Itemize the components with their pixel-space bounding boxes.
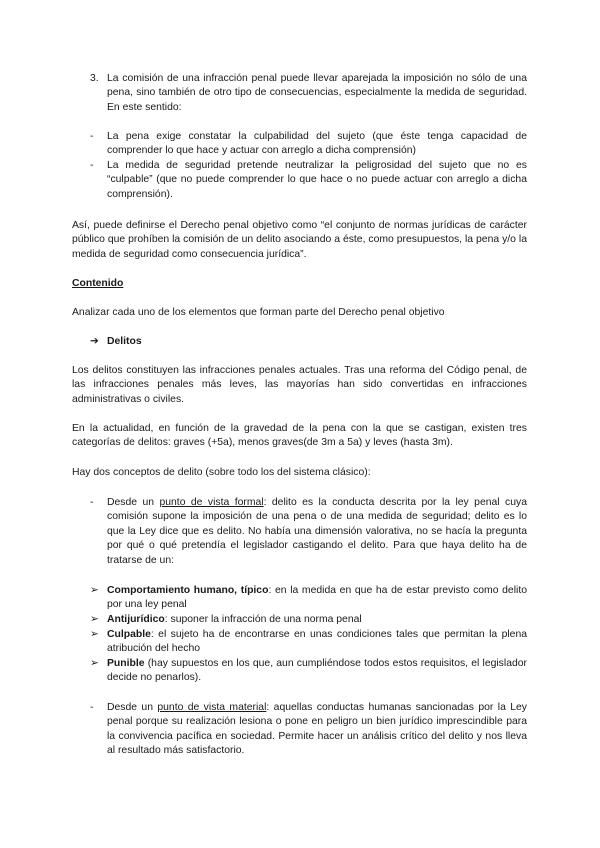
list-number: 3. (90, 73, 99, 84)
bullet-pena: La pena exige constatar la culpabilidad del sujeto (que éste tenga capacidad de comprender lo que hace y actuar con arreglo a dicha comprensión) (107, 131, 527, 157)
element-antijuridico (107, 613, 527, 627)
section-heading: Contenido (72, 278, 124, 289)
arrowhead-icon: ➢ (90, 614, 99, 625)
delitos-paragraph-1: Los delitos constituyen las infracciones penales actuales. Tras una reforma del Código penal, de las infracciones penales más leves, las mayorías han sido convertidas en infracciones administrativas o civiles. (72, 365, 527, 405)
arrowhead-icon: ➢ (90, 629, 99, 640)
material-rest: : aquellas conductas humanas sancionadas por la Ley penal porque su realización lesiona o pone en peligro un bien jurídico imprescindible para la convivencia pacífica en sociedad. Permite hacer un análisis crítico del delito y nos lleva al resultado más satisfactorio. (107, 702, 527, 757)
element-desc: : en la medida en que ha de estar previsto como delito por una ley penal (107, 585, 527, 611)
element-term: Culpable (107, 629, 151, 640)
element-culpable (107, 628, 527, 657)
dash-marker: - (90, 702, 94, 713)
element-desc: (hay supuestos en los que, aun cumpliéndose todos estos requisitos, el legislador decide no penarlos). (107, 658, 527, 684)
formal-term: punto de vista formal (159, 497, 264, 508)
arrowhead-icon: ➢ (90, 658, 99, 669)
material-viewpoint (107, 701, 527, 759)
dash-marker: - (90, 497, 94, 508)
element-term: Antijurídico (107, 614, 165, 625)
definition-paragraph: Así, puede definirse el Derecho penal objetivo como “el conjunto de normas jurídicas de carácter público que prohíben la comisión de un delito asociando a éste, como presupuestos, la pena y/o la medida de seguridad como consecuencia jurídica”. (72, 220, 527, 260)
conceptos-paragraph: Hay dos conceptos de delito (sobre todo los del sistema clásico): (72, 467, 371, 478)
material-prefix: Desde un (107, 702, 158, 713)
arrow-icon: ➔ (90, 336, 99, 347)
element-comportamiento (107, 584, 527, 613)
formal-rest: : delito es la conducta descrita por la ley penal cuya comisión supone la imposición de una pena o de una medida de seguridad; delito es lo que la Ley dice que es delito. No había una dimensión valorativa, no se hacía la pregunta por qué o qué pretendía el legislador castigando el delito. Para que haya delito ha de tratarse de un: (107, 497, 527, 566)
material-term: punto de vista material (157, 702, 267, 713)
element-term: Comportamiento humano, típico (107, 585, 269, 596)
element-desc: : suponer la infracción de una norma penal (164, 614, 362, 625)
dash-marker: - (90, 160, 94, 171)
dash-marker: - (90, 131, 94, 142)
formal-prefix: Desde un (107, 497, 160, 508)
bullet-medida: La medida de seguridad pretende neutralizar la peligrosidad del sujeto que no es “culpable” (que no puede comprender lo que hace o no puede actuar con arreglo a dicha comprensión). (107, 160, 527, 200)
delitos-paragraph-2: En la actualidad, en función de la gravedad de la pena con la que se castigan, existen tres categorías de delitos: graves (+5a), menos graves(de 3m a 5a) y leves (hasta 3m). (72, 423, 527, 449)
arrowhead-icon: ➢ (90, 585, 99, 596)
delitos-heading: Delitos (107, 336, 142, 347)
formal-viewpoint (107, 496, 527, 568)
contenido-text: Analizar cada uno de los elementos que forman parte del Derecho penal objetivo (72, 307, 445, 318)
numbered-item-text: La comisión de una infracción penal puede llevar aparejada la imposición no sólo de una pena, sino también de otro tipo de consecuencias, especialmente la medida de seguridad. En este sentido: (107, 73, 527, 113)
element-term: Punible (107, 658, 145, 669)
element-punible (107, 657, 527, 686)
element-desc: : el sujeto ha de encontrarse en unas condiciones tales que permitan la plena atribución del hecho (107, 629, 527, 655)
